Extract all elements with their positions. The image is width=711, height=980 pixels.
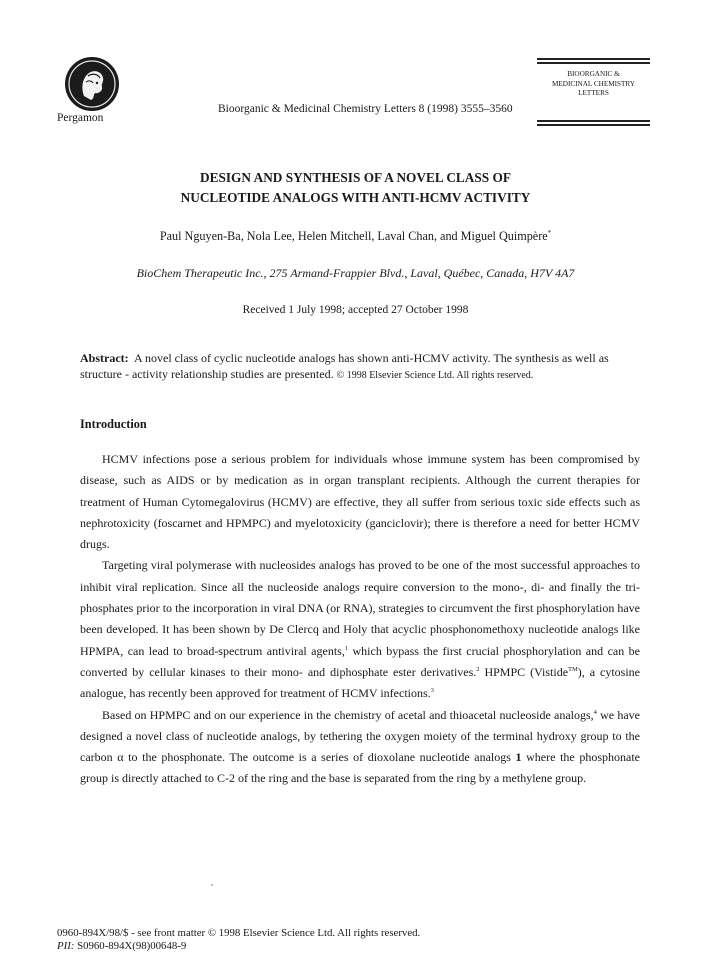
compound-number: 1 (515, 750, 522, 765)
reference-mark: 3 (430, 687, 434, 695)
title-line: DESIGN AND SYNTHESIS OF A NOVEL CLASS OF (200, 170, 511, 185)
reference-mark: 2 (476, 665, 480, 673)
abstract-copyright: © 1998 Elsevier Science Ltd. All rights reserved. (336, 370, 534, 381)
paragraph-text: we have designed a novel class of nucleotide analogs, by tethering the oxygen moiety of the terminal hydroxy group to the carbon α to the phosphonate. The outcome is a series of dioxolane nucleotide analogs (80, 707, 640, 765)
title-line: NUCLEOTIDE ANALOGS WITH ANTI-HCMV ACTIVITY (180, 190, 531, 205)
abstract (80, 350, 640, 384)
reference-mark: 4 (593, 708, 597, 716)
introduction-body (80, 449, 640, 790)
journal-badge-line: BIOORGANIC & (567, 70, 620, 78)
journal-badge-line: LETTERS (578, 89, 609, 97)
page-footer (57, 927, 420, 953)
paragraph-text: where the phosphonate group is directly attached to C-2 of the ring and the base is separated from the ring by a methylene group. (80, 750, 640, 786)
abstract-label: Abstract: (80, 351, 129, 365)
paragraph (80, 705, 640, 790)
journal-citation: Bioorganic & Medicinal Chemistry Letters 8 (1998) 3555–3560 (218, 103, 513, 115)
paragraph-text: ), a cytosine analogue, has recently been approved for treatment of HCMV infections. (80, 664, 640, 701)
reference-mark: 1 (344, 644, 349, 652)
header-rule-top (537, 58, 650, 66)
paragraph: HCMV infections pose a serious problem for individuals whose immune system has been compromised by disease, such as AIDS or by medication as in organ transplant recipients. Although the current therapies for treatment of Human Cytomegalovirus (HCMV) are effective, they all suffer from serious toxic side effects such as nephrotoxicity (foscarnet and HPMPC) and myelotoxicity (ganciclovir); there is therefore a need for better HCMV drugs. (80, 452, 640, 552)
affiliation: BioChem Therapeutic Inc., 275 Armand-Frappier Blvd., Laval, Québec, Canada, H7V 4A7 (136, 266, 575, 280)
corresponding-author-mark: * (547, 229, 552, 237)
pii-value: S0960-894X(98)00648-9 (74, 940, 187, 952)
author-list (60, 229, 651, 244)
footer-copyright: 0960-894X/98/$ - see front matter © 1998 Elsevier Science Ltd. All rights reserved. (57, 927, 421, 939)
paragraph-text: HPMPC (Vistide (479, 664, 569, 679)
abstract-text: A novel class of cyclic nucleotide analogs has shown anti-HCMV activity. The synthesis as well as structure - activity relationship studies are presented. (80, 351, 609, 381)
header-rule-bottom (537, 120, 650, 128)
trademark-mark: TM (568, 665, 578, 673)
scan-speck (211, 884, 213, 886)
paragraph (80, 555, 640, 704)
journal-badge (537, 70, 650, 99)
pii-label: PII: (57, 940, 75, 952)
authors-text: Paul Nguyen-Ba, Nola Lee, Helen Mitchell, Laval Chan, and Miguel Quimpère (159, 229, 548, 244)
section-heading-introduction: Introduction (80, 417, 147, 431)
received-accepted-dates: Received 1 July 1998; accepted 27 October 1998 (242, 304, 469, 316)
paragraph-text: Targeting viral polymerase with nucleosides analogs has proved to be one of the most successful approaches to inhibit viral replication. Since all the nucleoside analogs require conversion to the mono-, di- and finally the tri-phosphates prior to the incorporation in viral DNA (or RNA), strategies to circumvent the first phosphorylation have been developed. It has been shown by De Clercq and Holy that acyclic phosphonomethoxy nucleotide analogs like HPMPA, can lead to broad-spectrum antiviral agents, (80, 558, 640, 658)
pergamon-logo-icon (64, 56, 120, 112)
publisher-name: Pergamon (57, 112, 104, 124)
journal-badge-line: MEDICINAL CHEMISTRY (552, 79, 635, 88)
footer-pii (57, 940, 420, 953)
paragraph-text: Based on HPMPC and on our experience in the chemistry of acetal and thioacetal nucleoside analogs, (102, 707, 594, 722)
article-title (100, 168, 611, 208)
paragraph-text: which bypass the first crucial phosphorylation and can be converted by cellular kinases to their mono- and diphosphate ester derivatives. (80, 643, 640, 679)
